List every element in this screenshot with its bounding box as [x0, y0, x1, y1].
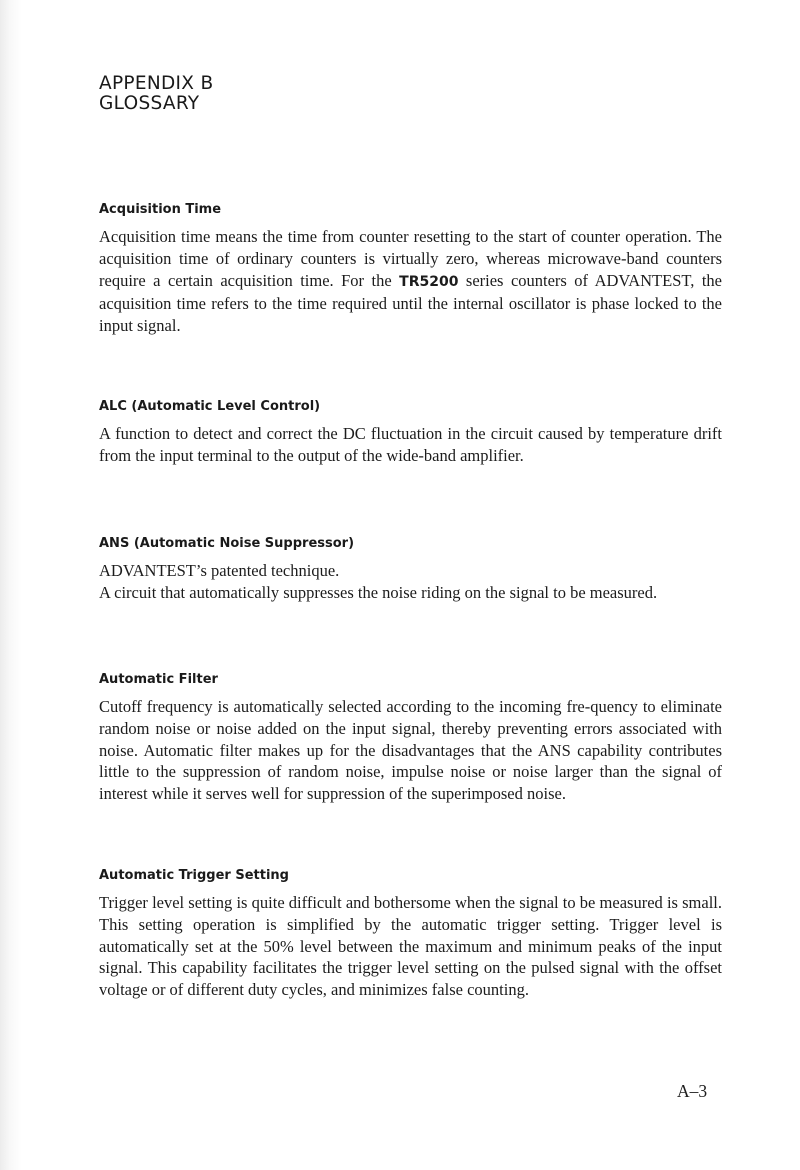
term-heading: Automatic Filter	[99, 672, 218, 687]
term-definition: Cutoff frequency is automatically selected according to the incoming fre-quency to eliminate random noise or noise added on the input signal, thereby preventing errors associated with noise. Automatic filter makes up for the disadvantages that the ANS capability contributes little to the suppression of random noise, impulse noise or noise larger than the signal of interest while it serves well for suppression of the superimposed noise.	[99, 697, 722, 804]
term-definition: A function to detect and correct the DC fluctuation in the circuit caused by temperature drift from the input terminal to the output of the wide-band amplifier.	[99, 424, 722, 465]
glossary-entry-automatic-filter	[99, 672, 722, 805]
term-definition: A circuit that automatically suppresses the noise riding on the signal to be measured.	[99, 582, 658, 602]
page-heading	[99, 74, 213, 114]
term-heading: ANS (Automatic Noise Suppressor)	[99, 536, 355, 551]
page-number: A–3	[677, 1081, 708, 1101]
product-name: TR5200	[399, 273, 459, 290]
glossary-entry-acquisition-time	[99, 202, 722, 337]
glossary-title: GLOSSARY	[99, 93, 200, 114]
glossary-entry-ans	[99, 536, 722, 604]
glossary-entry-alc	[99, 399, 722, 467]
term-definition: Trigger level setting is quite difficult and bothersome when the signal to be measured is small. This setting operation is simplified by the automatic trigger setting. Trigger level is automatically set at the 50% level between the maximum and minimum peaks of the input signal. This capability facilitates the trigger level setting on the pulsed signal with the offset voltage or of different duty cycles, and minimizes false counting.	[99, 893, 722, 1000]
term-heading: Acquisition Time	[99, 202, 222, 217]
glossary-entry-automatic-trigger	[99, 868, 722, 1001]
definition-text: Acquisition time means the time from counter resetting to the start of counter operation. The acquisition time of ordinary counters is virtually zero, whereas microwave-band counters require a certain acquisition time. For the	[99, 227, 722, 290]
term-definition	[99, 226, 722, 337]
term-heading: Automatic Trigger Setting	[99, 868, 289, 883]
appendix-label: APPENDIX B	[99, 73, 214, 94]
term-heading: ALC (Automatic Level Control)	[99, 399, 321, 414]
definition-text: series counters of ADVANTEST, the acquisition time refers to the time required until the internal oscillator is phase locked to the input signal.	[99, 270, 722, 336]
term-definition-line: ADVANTEST’s patented technique.	[99, 561, 340, 580]
